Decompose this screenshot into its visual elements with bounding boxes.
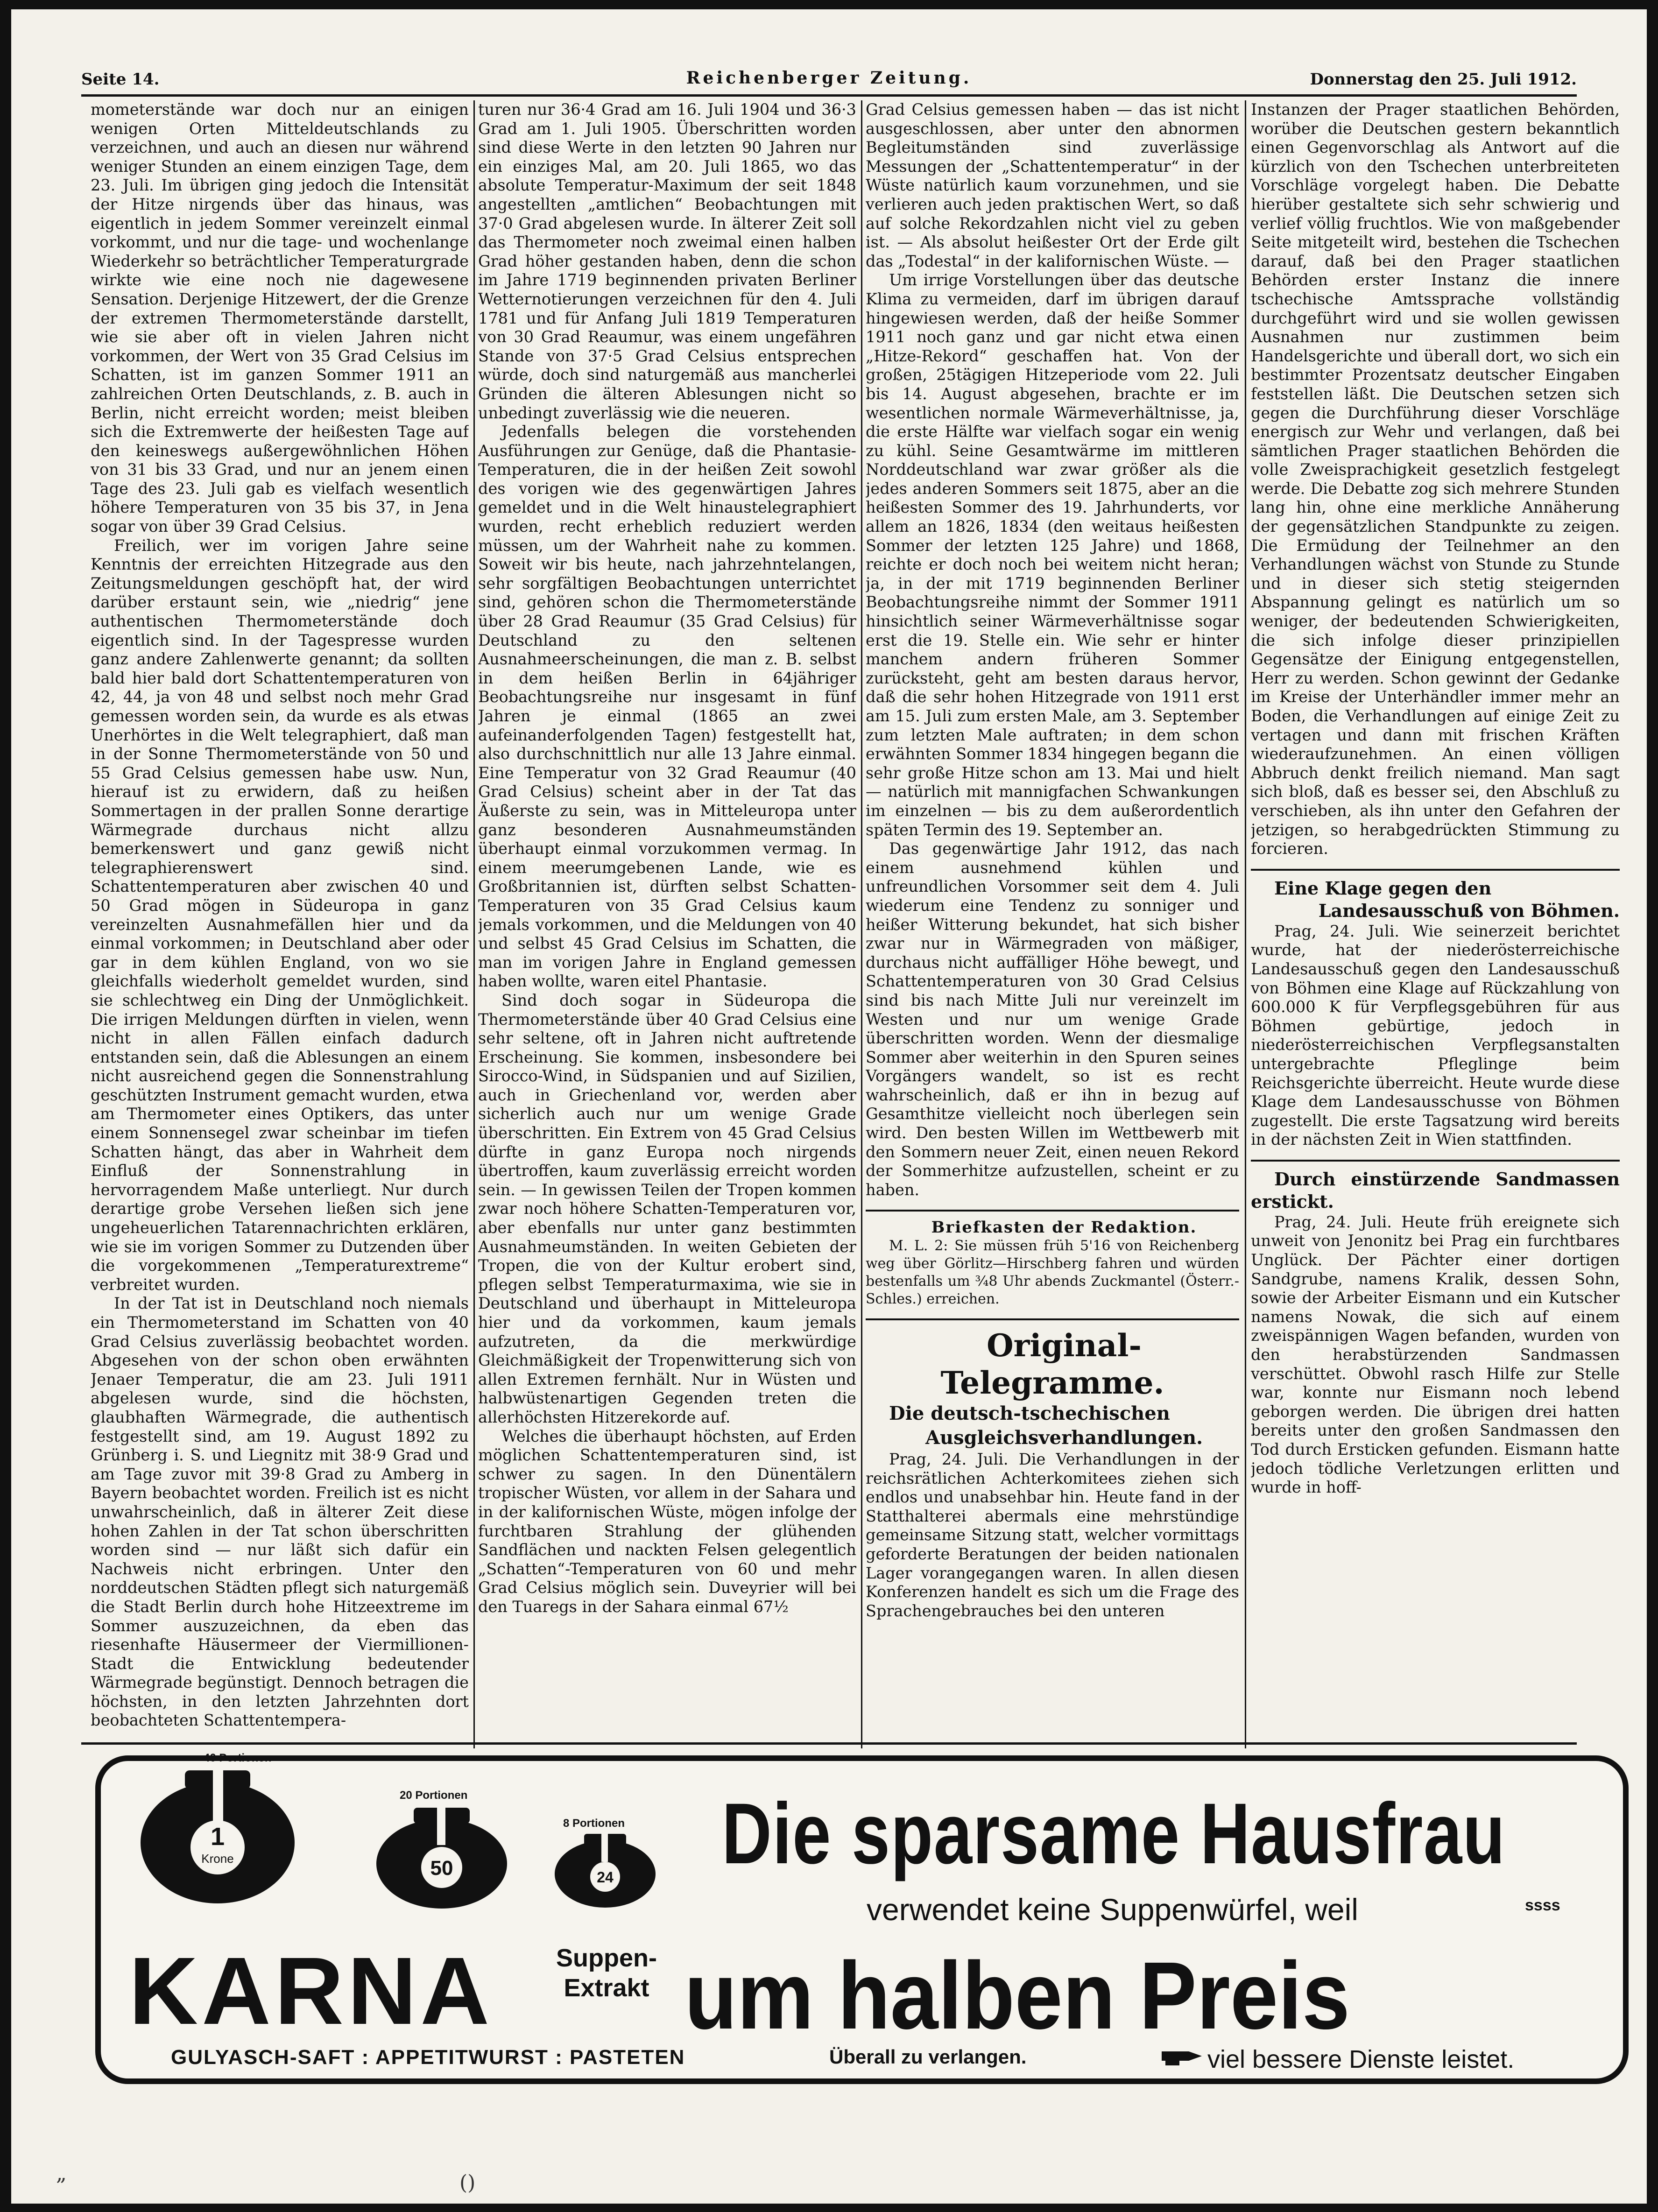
article-paragraph: Welches die überhaupt höchsten, auf Erden möglichen Schattentemperaturen sind, ist schwer zu sagen. In den Dünentälern tropischer Wüsten, vor allem in der Sahara und in der kalifornischen Wüste, mögen infolge der furchtbaren Strahlung der glühenden Sandflächen und nackten Felsen gelegentlich „Schatten“-Temperaturen von 60 und mehr Grad Celsius möglich sein. Duveyrier will bei den Tuaregs in der Sahara einmal 67½	[478, 1427, 856, 1616]
telegrams-title: Original-Telegramme.	[940, 1327, 1164, 1402]
briefkasten-text: M. L. 2: Sie müssen früh 5'16 von Reichenberg weg über Görlitz—Hirschberg fahren und würden bestenfalls um ¾8 Uhr abends Zuckmantel (Österr.-Schles.) erreichen.	[866, 1238, 1239, 1308]
article-paragraph: In der Tat ist in Deutschland noch niemals ein Thermometerstand im Schatten von 40 Grad Celsius zuverlässig beobachtet worden. Abgesehen von der schon oben erwähnten Jenaer Temperatur, die am 23. Juli 1911 abgelesen wurde, sind die höchsten, glaubhaften Wärmegrade, die authentisch festgestellt sind, am 19. August 1892 zu Grünberg i. S. und Liegnitz mit 38·9 Grad und am Tage zuvor mit 39·8 Grad zu Amberg in Bayern beobachtet worden. Freilich ist es nicht unwahrscheinlich, daß in älterer Zeit diese hohen Zahlen in der Tat schon überschritten worden sind — nur läßt sich dafür ein Nachweis nicht erbringen. Unter den norddeutschen Städten pflegt sich naturgemäß die Stadt Berlin durch hohe Hitzeextreme im Sommer auszuzeichnen, da eben das riesenhafte Häusermeer der Viermillionen-Stadt die Entwicklung bedeutender Wärmegrade begünstigt. Dennoch betragen die höchsten, in den letzten Jahrzehnten dort beobachteten Schattentempera-	[91, 1294, 469, 1730]
jar-small	[549, 1817, 661, 1912]
margin-mark: ()	[459, 2171, 476, 2195]
jar-medium-icon	[372, 1789, 512, 1910]
column-rule	[473, 100, 475, 1748]
ad-top-rule	[81, 1742, 1577, 1745]
ad-benefit: viel bessere Dienste leistet.	[1207, 2045, 1515, 2073]
ad-subline: verwendet keine Suppenwürfel, weil	[867, 1892, 1358, 1927]
column-2	[478, 100, 856, 1739]
article-paragraph: Freilich, wer im vorigen Jahre seine Kenntnis der erreichten Hitzegrade aus den Zeitungsmeldungen geschöpft hat, der wird darüber erstaunt sein, wie „niedrig“ jene authentischen Thermometerstände doch eigentlich sind. In der Tagespresse wurden ganz andere Zahlenwerte genannt; da sollten bald hier bald dort Schattentemperaturen von 42, 44, ja von 48 und selbst noch mehr Grad gemessen worden sein, da wurde es als etwas Unerhörtes in die Welt telegraphiert, daß man in der Sonne Thermometerstände von 50 und 55 Grad Celsius gemessen habe usw. Nun, hierauf ist zu erwidern, daß zu heißen Sommertagen in der prallen Sonne derartige Wärmegrade durchaus nicht allzu bemerkenswert und ganz gewiß nicht telegraphierenswert sind. Schattentemperaturen aber zwischen 40 und 50 Grad mögen in Südeuropa in ganz vereinzelten Ausnahmefällen hier und da einmal vorkommen; in Deutschland aber oder gar in dem kühlen England, von wo sie gleichfalls wiederholt gemeldet wurden, sind sie schlechtweg ein Ding der Unmöglichkeit. Die irrigen Meldungen dürften in vielen, wenn nicht in allen Fällen einfach dadurch entstanden sein, daß die Ablesungen an einem nicht ausreichend gegen die Sonnenstrahlung geschützten Instrument gemacht wurden, etwa am Thermometer eines Optikers, das unter einem Sonnensegel zwar scheinbar im tiefen Schatten hängt, das aber in Wahrheit dem Einfluß der Sonnenstrahlung in hervorragendem Maße unterliegt. Nur durch derartige grobe Versehen ließen sich jene ungeheuerlichen Tatarennachrichten erklären, wie sie im vorigen Sommer zu Dutzenden über die vorgekommenen „Temperaturextreme“ verbreitet wurden.	[91, 536, 469, 1294]
newspaper-title: Reichenberger Zeitung.	[686, 68, 972, 88]
article-paragraph: Um irrige Vorstellungen über das deutsche Klima zu vermeiden, darf im übrigen darauf hingewiesen werden, daß der heiße Sommer 1911 noch ganz und gar nicht etwa einen „Hitze-Rekord“ geschaffen hat. Von der großen, 25tägigen Hitzeperiode vom 22. Juli bis 14. August abgesehen, brachte er im wesentlichen normale Wärmeverhältnisse, ja, die erste Hälfte war vielfach sogar ein wenig zu kühl. Seine Gesamtwärme im mittleren Norddeutschland war zwar größer als die jedes anderen Sommers seit 1875, aber an die heißesten Sommer des 19. Jahrhunderts, vor allem an 1826, 1834 (den weitaus heißesten Sommer der letzten 125 Jahre) und 1868, reichte er doch noch bei weitem nicht heran; ja, in der mit 1719 beginnenden Berliner Beobachtungsreihe nimmt der Sommer 1911 hinsichtlich seiner Wärmeverhältnisse sogar erst die 19. Stelle ein. Wie sehr er hinter manchem andern früheren Sommer zurücksteht, geht am besten daraus hervor, daß die sehr hohen Hitzegrade von 1911 erst am 15. Juli zum ersten Male, am 3. September zum letzten Male auftraten; in dem schon erwähnten Sommer 1834 hingegen begann die sehr große Hitze schon am 13. Mai und hielt — natürlich mit mannigfachen Schwankungen im einzelnen — bis zu dem außerordentlich späten Termin des 19. September an.	[866, 271, 1239, 839]
ad-products: GULYASCH-SAFT : APPETITWURST : PASTETEN	[171, 2046, 685, 2069]
issue-date: Donnerstag den 25. Juli 1912.	[1310, 70, 1577, 89]
ad-product	[556, 1943, 657, 2003]
page-number: Seite 14.	[81, 70, 160, 89]
pointing-hand-icon	[1161, 2047, 1203, 2067]
ad-brand: KARNA	[129, 1937, 494, 2044]
jar-small-icon	[549, 1817, 661, 1910]
column-rule	[1245, 100, 1246, 1748]
ad-ornament: ssss	[1525, 1896, 1560, 1914]
column-rule	[861, 100, 862, 1748]
article-paragraph: Grad Celsius gemessen haben — das ist nicht ausgeschlossen, aber unter den abnormen Begleitumständen sind zuverlässige Messungen der „Schattentemperatur“ in der Wüste natürlich kaum vorzunehmen, und sie verlieren auch jeden praktischen Wert, so daß auf solche Rekordzahlen nicht viel zu geben ist. — Als absolut heißester Ort der Erde gilt das „Todestal“ in der kalifornischen Wüste. —	[866, 100, 1239, 270]
article-paragraph: Das gegenwärtige Jahr 1912, das nach einem ausnehmend kühlen und unfreundlichen Vorsommer seit dem 4. Juli wiederum eine Tendenz zu sonniger und heißer Witterung bekundet, hat sich bisher zwar nur in Wärmegraden von mäßiger, durchaus nicht auffälliger Höhe bewegt, und Schattentemperaturen von 30 Grad Celsius sind bis nach Mitte Juli nur vereinzelt im Westen und nur um wenige Grade überschritten worden. Wenn der diesmalige Sommer aber weiterhin in den Spuren seines Vorgängers wandelt, so ist es recht wahrscheinlich, daß er ihn in bezug auf Gesamthitze vielleicht noch überlegen sein wird. Den besten Willen im Wettbewerb mit den Sommern neuer Zeit, einen neuen Rekord der Sommerhitze aufzustellen, scheint er zu haben.	[866, 839, 1239, 1199]
telegram-subheading: Ausgleichsverhandlungen.	[925, 1427, 1203, 1449]
newspaper-page	[11, 9, 1647, 2204]
klage-text: Prag, 24. Juli. Wie seinerzeit berichtet wurde, hat der niederösterreichische Landesausschuß gegen den Landesausschuß von Böhmen eine Klage auf Rückzahlung von 600.000 K für Verpflegsgebühren für aus Böhmen gebürtige, jedoch in niederösterreichischen Verpflegsanstalten untergebrachte Pfleglinge beim Reichsgerichte überreicht. Heute wurde diese Klage dem Landesausschusse von Böhmen zugestellt. Die erste Tagsatzung wird bereits in der nächsten Zeit in Wien stattfinden.	[1251, 922, 1620, 1149]
page-header	[81, 62, 1577, 94]
section-rule	[1251, 869, 1620, 871]
jar-large-label: 40 Portionen	[204, 1752, 272, 1764]
article-paragraph: Sind doch sogar in Südeuropa die Thermometerstände über 40 Grad Celsius eine sehr seltene, oft in Jahren nicht auftretende Erscheinung. Sie kommen, insbesondere bei Sirocco-Wind, in Südspanien und auf Sizilien, auch in Griechenland vor, werden aber sicherlich auch nur um wenige Grade überschritten. Ein Extrem von 45 Grad Celsius dürfte in ganz Europa noch nirgends übertroffen, kaum zuverlässig erreicht worden sein. — In gewissen Teilen der Tropen kommen zwar noch höhere Schatten-Temperaturen vor, aber ebenfalls nur unter ganz bestimmten Ausnahmeumständen. In weiten Gebieten der Tropen, die von der Kultur erobert sind, pflegen selbst Temperaturmaxima, wie sie in Deutschland und überhaupt in Mitteleuropa hier und da vorkommen, kaum jemals aufzutreten, da die merkwürdige Gleichmäßigkeit der Tropenwitterung sich von allen Extremen fernhält. Nur in Wüsten und halbwüstenartigen Gegenden treten die allerhöchsten Hitzerekorde auf.	[478, 991, 856, 1426]
column-4	[1251, 100, 1620, 1739]
jar-large-price-num: 1	[210, 1823, 225, 1851]
margin-mark: „	[56, 2162, 67, 2185]
jar-medium-price: 50	[430, 1857, 453, 1880]
section-rule	[866, 1210, 1239, 1212]
jar-large-icon	[134, 1752, 302, 1906]
ad-product-line1: Suppen-	[556, 1944, 657, 1972]
telegram-heading: Die deutsch-tschechischen	[889, 1402, 1170, 1425]
jar-large-price-unit: Krone	[201, 1852, 234, 1866]
klage-subtitle: Landesausschuß von Böhmen.	[1318, 900, 1620, 921]
telegram-text: Prag, 24. Juli. Die Verhandlungen in der reichsrätlichen Achterkomitees ziehen sich endlos und unabsehbar hin. Heute fand in der Statthalterei abermals eine mehrstündige gemeinsame Sitzung statt, welcher vormittags geforderte Beratungen der beiden nationalen Lager vorangegangen waren. In allen diesen Konferenzen handelt es sich um die Frage des Sprachengebrauches bei den unteren	[866, 1450, 1239, 1620]
article-paragraph: Jedenfalls belegen die vorstehenden Ausführungen zur Genüge, daß die Phantasie-Temperaturen, die in der heißen Zeit sowohl des vorigen wie des gegenwärtigen Jahres gemeldet und in die Welt hinaustelegraphiert wurden, recht erheblich reduziert werden müssen, um der Wahrheit nahe zu kommen. Soweit wir bis heute, nach jahrzehntelangen, sehr sorgfältigen Beobachtungen unterrichtet sind, gehören schon die Thermometerstände über 28 Grad Reaumur (35 Grad Celsius) für Deutschland zu den seltenen Ausnahmeerscheinungen, die man z. B. selbst in dem heißen Berlin in 64jähriger Beobachtungsreihe nur insgesamt in fünf Jahren je einmal (1865 an zwei aufeinanderfolgenden Tagen) festgestellt hat, also durchschnittlich nur alle 13 Jahre einmal. Eine Temperatur von 32 Grad Reaumur (40 Grad Celsius) scheint aber in der Tat das Äußerste zu sein, was in Mitteleuropa unter ganz besonderen Ausnahmeumständen überhaupt einmal vorzukommen vermag. In einem meerumgebenen Lande, wie es Großbritannien ist, dürften selbst Schatten-Temperaturen von 35 Grad Celsius kaum jemals vorkommen, und die Meldungen von 40 und selbst 45 Grad Celsius im Schatten, die man im vorigen Jahre in England gemessen haben wollte, waren eitel Phantasie.	[478, 423, 856, 991]
ad-availability: Überall zu verlangen.	[829, 2046, 1027, 2068]
jar-small-label: 8 Portionen	[563, 1817, 625, 1830]
sand-title: Durch einstürzende Sandmassen erstickt.	[1251, 1168, 1620, 1212]
header-rule	[81, 94, 1577, 97]
ad-price-line: um halben Preis	[684, 1942, 1350, 2049]
briefkasten-title: Briefkasten der Redaktion.	[931, 1218, 1197, 1237]
ad-product-line2: Extrakt	[564, 1974, 649, 2002]
jar-medium-label: 20 Portionen	[400, 1789, 468, 1802]
jar-medium	[372, 1789, 512, 1912]
article-paragraph: turen nur 36·4 Grad am 16. Juli 1904 und 36·3 Grad am 1. Juli 1905. Überschritten worden sind diese Werte in den letzten 90 Jahren nur ein einziges Mal, am 20. Juli 1865, wo das absolute Temperatur-Maximum der seit 1848 angestellten „amtlichen“ Beobachtungen mit 37·0 Grad abgelesen wurde. In älterer Zeit soll das Thermometer noch zweimal einen halben Grad höher gestanden haben, denn die schon im Jahre 1719 beginnenden privaten Berliner Wetternotierungen verzeichnen für den 4. Juli 1781 und für Anfang Juli 1819 Temperaturen von 30 Grad Reaumur, was einem ungefähren Stande von 37·5 Grad Celsius entsprechen würde, doch sind naturgemäß aus mancherlei Gründen die älteren Ablesungen nicht so unbedingt zuverlässig wie die neueren.	[478, 100, 856, 422]
article-paragraph: Instanzen der Prager staatlichen Behörden, worüber die Deutschen gestern bekanntlich einen Gegenvorschlag als Antwort auf die kürzlich von den Tschechen unterbreiteten Vorschläge vorgelegt haben. Die Debatte hierüber gestaltete sich sehr schwierig und verlief völlig fruchtlos. Wie von maßgebender Seite mitgeteilt wird, bestehen die Tschechen darauf, daß bei den Prager staatlichen Behörden erster Instanz die innere tschechische Amtssprache vollständig durchgeführt wird und sie wollen gewissen Ausnahmen nur zustimmen beim Handelsgerichte und überall dort, wo sich ein bestimmter Prozentsatz deutscher Eingaben feststellen läßt. Die Deutschen setzen sich gegen die Durchführung dieser Vorschläge energisch zur Wehr und verlangen, daß bei sämtlichen Prager staatlichen Behörden die volle Zweisprachigkeit gesetzlich festgelegt werde. Die Debatte zog sich mehrere Stunden lang hin, ohne eine merkliche Annäherung der gegensätzlichen Standpunkte zu zeigen. Die Ermüdung der Teilnehmer an den Verhandlungen wächst von Stunde zu Stunde und in dieser sich stetig steigernden Abspannung gelingt es natürlich um so weniger, der bedeutenden Schwierigkeiten, die sich infolge dieser prinzipiellen Gegensätze der Einigung entgegenstellen, Herr zu werden. Schon gewinnt der Gedanke im Kreise der Unterhändler immer mehr an Boden, die Verhandlungen auf einige Zeit zu vertagen und dann mit frischen Kräften wiederaufzunehmen. An einen völligen Abbruch denkt freilich niemand. Man sagt sich bloß, daß es besser sei, den Abschluß zu verschieben, als ihn unter den Gefahren der jetzigen, so herabgedrückten Stimmung zu forcieren.	[1251, 100, 1620, 858]
column-3	[866, 100, 1239, 1739]
column-1	[91, 100, 469, 1739]
jar-large	[134, 1752, 302, 1908]
article-paragraph: mometerstände war doch nur an einigen wenigen Orten Mitteldeutschlands zu verzeichnen, und auch an diesen nur während weniger Stunden an einem einzigen Tage, dem 23. Juli. Im übrigen ging jedoch die Intensität der Hitze nirgends über das hinaus, was eigentlich in jedem Sommer vereinzelt einmal vorkommt, und nur die tage- und wochenlange Wiederkehr so beträchtlicher Temperaturgrade wirkte wie eine noch nie dagewesene Sensation. Derjenige Hitzewert, der die Grenze der extremen Thermometerstände darstellt, wie sie aber oft in vielen Jahren nicht vorkommen, der Wert von 35 Grad Celsius im Schatten, ist im ganzen Sommer 1911 an zahlreichen Orten Deutschlands, z. B. auch in Berlin, nicht erreicht worden; meist bleiben sich die Extremwerte der heißesten Tage auf den keineswegs außergewöhnlichen Höhen von 31 bis 33 Grad, und nur an jenem einen Tage des 23. Juli gab es vielfach wesentlich höhere Temperaturen von 35 bis 37, in Jena sogar von über 39 Grad Celsius.	[91, 100, 469, 536]
section-rule	[1251, 1160, 1620, 1162]
karna-advertisement	[95, 1752, 1629, 2084]
jar-small-price: 24	[597, 1869, 614, 1886]
klage-title: Eine Klage gegen den	[1274, 877, 1492, 899]
ad-headline: Die sparsame Hausfrau	[722, 1786, 1506, 1882]
section-rule	[866, 1318, 1239, 1320]
sand-text: Prag, 24. Juli. Heute früh ereignete sich unweit von Jenonitz bei Prag ein furchtbares Unglück. Der Pächter einer dortigen Sandgrube, namens Kralik, dessen Sohn, sowie der Arbeiter Eismann und ein Kutscher namens Nowak, die sich auf einem zweispännigen Wagen befanden, wurden von den herabstürzenden Sandmassen verschüttet. Obwohl rasch Hilfe zur Stelle war, konnte nur Eismann noch lebend geborgen werden. Die übrigen drei hatten bereits unter den großen Sandmassen den Tod durch Ersticken gefunden. Eismann hatte jedoch tödliche Verletzungen erlitten und wurde in hoff-	[1251, 1212, 1620, 1497]
